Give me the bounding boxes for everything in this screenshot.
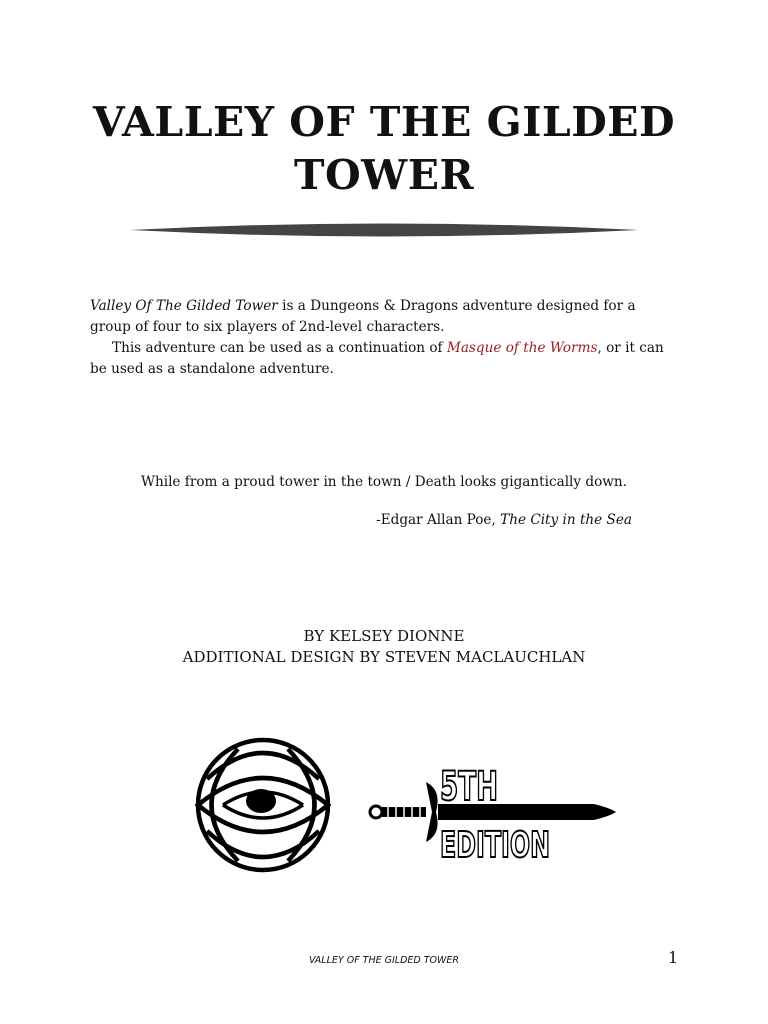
adventure-title-italic: Valley Of The Gilded Tower (90, 298, 278, 314)
edition-word: EDITION (440, 825, 550, 862)
attribution-work: The City in the Sea (500, 512, 632, 528)
intro-p2-after: , or it can be used as a standalone adventure. (90, 340, 664, 377)
intro-p1-text: is a Dungeons & Dragons adventure designed for a group of four to six players of 2nd-level characters. (90, 298, 636, 335)
fifth-edition-logo (366, 752, 616, 862)
intro-p2-before: This adventure can be used as a continuation of (112, 340, 447, 356)
sword-icon (366, 752, 616, 862)
eye-in-circle-icon (193, 735, 333, 875)
masque-of-the-worms-link[interactable]: Masque of the Worms (446, 340, 598, 356)
title-line-1: VALLEY OF THE GILDED (92, 98, 676, 146)
intro-text (90, 296, 680, 380)
edition-number: 5TH (440, 764, 498, 810)
epigraph-attribution (300, 512, 632, 528)
additional-design-credit: ADDITIONAL DESIGN BY STEVEN MACLAUCHLAN (182, 648, 586, 666)
credits (0, 626, 768, 668)
intro-paragraph-2 (90, 338, 680, 380)
attribution-author: -Edgar Allan Poe, (376, 512, 501, 528)
epigraph-quote: While from a proud tower in the town / Death looks gigantically down. (141, 474, 627, 490)
author-credit: BY KELSEY DIONNE (303, 627, 465, 645)
page-number: 1 (668, 948, 679, 967)
title-divider (130, 220, 638, 240)
intro-paragraph-1 (90, 296, 680, 338)
document-title (0, 96, 768, 202)
footer-running-title: VALLEY OF THE GILDED TOWER (308, 955, 460, 966)
title-line-2: TOWER (293, 151, 475, 199)
